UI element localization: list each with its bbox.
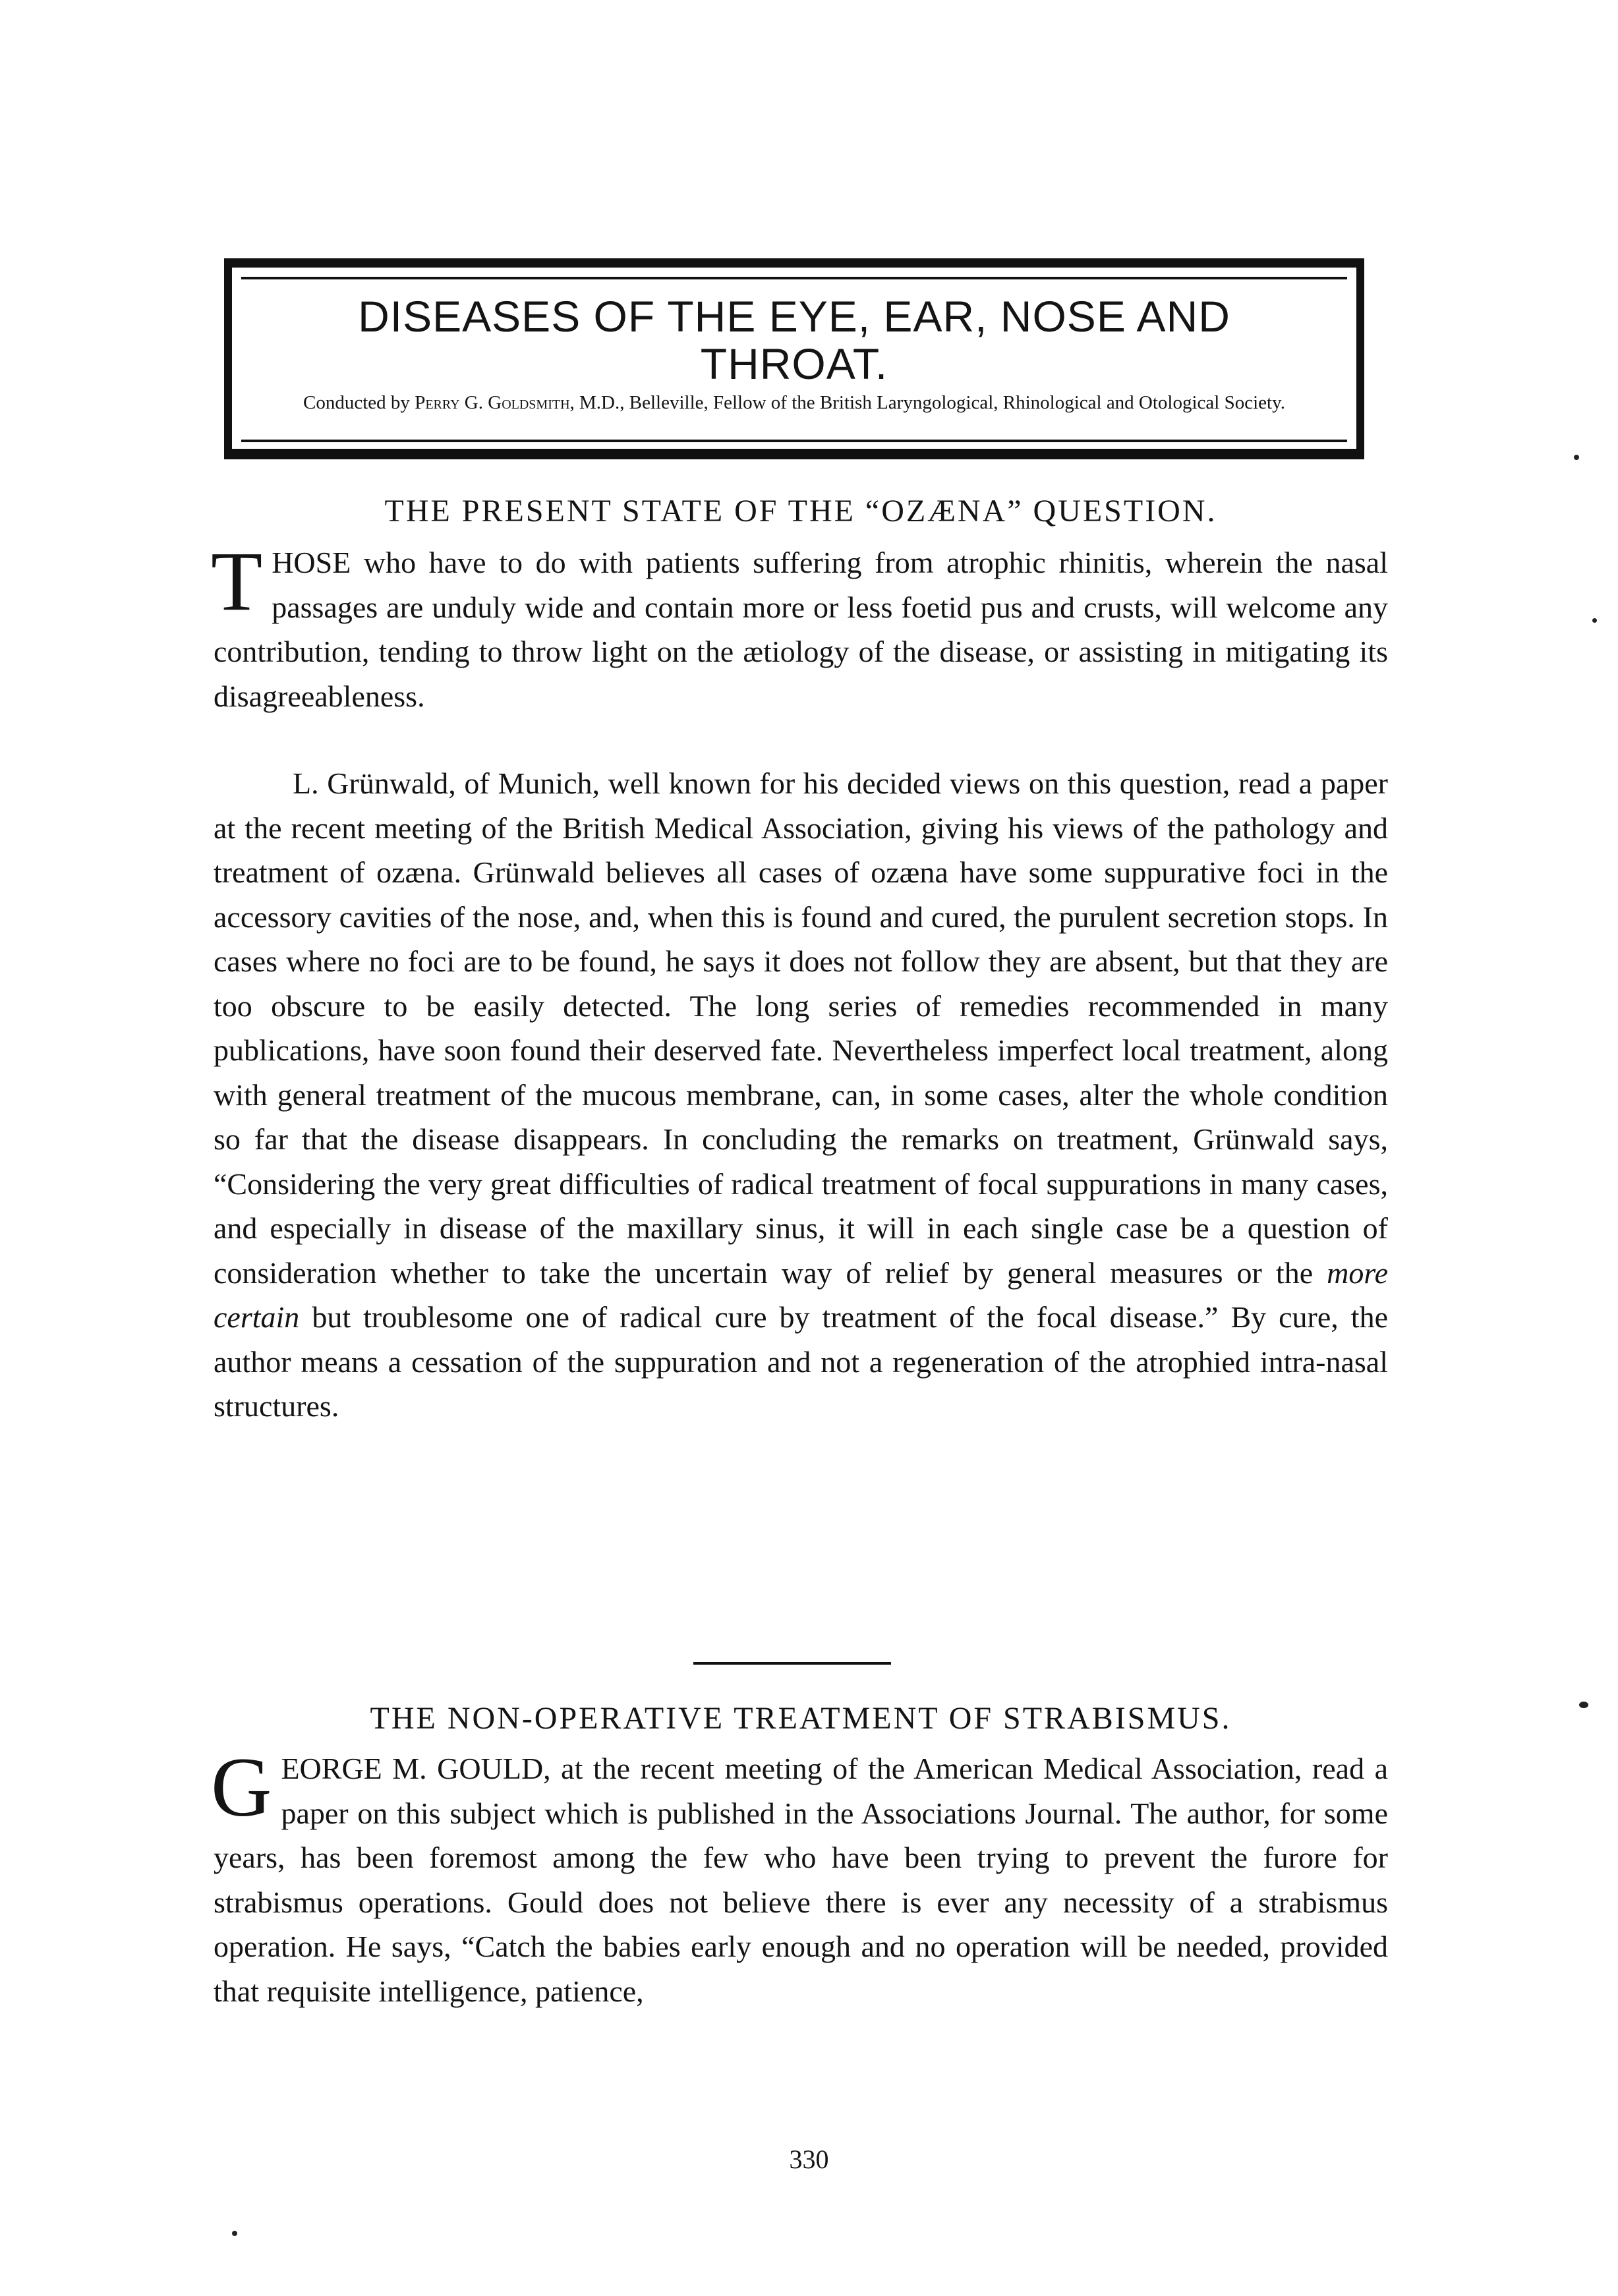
page-number: 330 <box>789 2144 829 2174</box>
editor-byline <box>258 390 1330 415</box>
article-ozaena-paragraph-2 <box>214 761 1388 1429</box>
byline-prefix: Conducted by <box>303 392 410 413</box>
section-divider-rule <box>693 1662 891 1665</box>
drop-cap: T <box>211 534 263 628</box>
scan-speck <box>1574 455 1579 460</box>
scan-speck <box>1592 618 1597 623</box>
byline-editor-name: Perry G. Goldsmith, M.D. <box>415 392 620 413</box>
byline-affiliation: , Belleville, Fellow of the British Laryngological, Rhinological and Otological Society. <box>620 392 1285 413</box>
paragraph-text: HOSE who have to do with patients suffering from atrophic rhinitis, wherein the nasal passages are unduly wide and contain more or less foetid pus and crusts, will welcome any contribution, tending to throw light on the ætiology of the disease, or assisting in mitigating its disagreeableness. <box>214 546 1388 713</box>
article-ozaena-paragraph-1 <box>211 534 1388 718</box>
paragraph-text: EORGE M. GOULD, at the recent meeting of the American Medical Association, read a paper on this subject which is published in the Associations Journal. The author, for some years, has been foremost among the few who have been trying to prevent the furore for strabismus operations. Gould does not believe there is ever any necessity of a strabismus operation. He says, “Catch the babies early enough and no operation will be needed, provided that requisite intelligence, patience, <box>214 1752 1388 2008</box>
paragraph-text-part-1: L. Grünwald, of Munich, well known for his decided views on this question, read a paper at the recent meeting of the British Medical Association, giving his views of the pathology and treatment of ozæna. Grünwald believes all cases of ozæna have some suppurative foci in the accessory cavities of the nose, and, when this is found and cured, the purulent secretion stops. In cases where no foci are to be found, he says it does not follow they are absent, but that they are too obscure to be easily detected. The long series of remedies recommended in many publications, have soon found their deserved fate. Nevertheless imperfect local treatment, along with general treatment of the mucous membrane, can, in some cases, alter the whole condition so far that the disease disappears. In concluding the remarks on treatment, Grünwald says, “Considering the very great difficulties of radical treatment of focal suppurations in many cases, and especially in disease of the maxillary sinus, it will in each single case be a question of consideration whether to take the uncertain way of relief by general measures or the <box>214 766 1388 1290</box>
drop-cap: G <box>211 1740 272 1834</box>
article-title-ozaena: THE PRESENT STATE OF THE “OZÆNA” QUESTION. <box>384 494 1217 529</box>
article-title-strabismus: THE NON-OPERATIVE TREATMENT OF STRABISMUS. <box>370 1701 1232 1736</box>
scan-speck <box>1579 1702 1588 1708</box>
department-header-box <box>224 258 1364 459</box>
paragraph-text-part-2: but troublesome one of radical cure by treatment of the focal disease.” By cure, the author means a cessation of the suppuration and not a regeneration of the atrophied intra-nasal structures. <box>214 1300 1388 1423</box>
scan-speck <box>232 2231 237 2236</box>
department-title: DISEASES OF THE EYE, EAR, NOSE AND THROAT. <box>358 292 1230 388</box>
italic-phrase: more certain <box>214 1255 1389 1334</box>
article-strabismus-paragraph-1 <box>211 1740 1388 2013</box>
